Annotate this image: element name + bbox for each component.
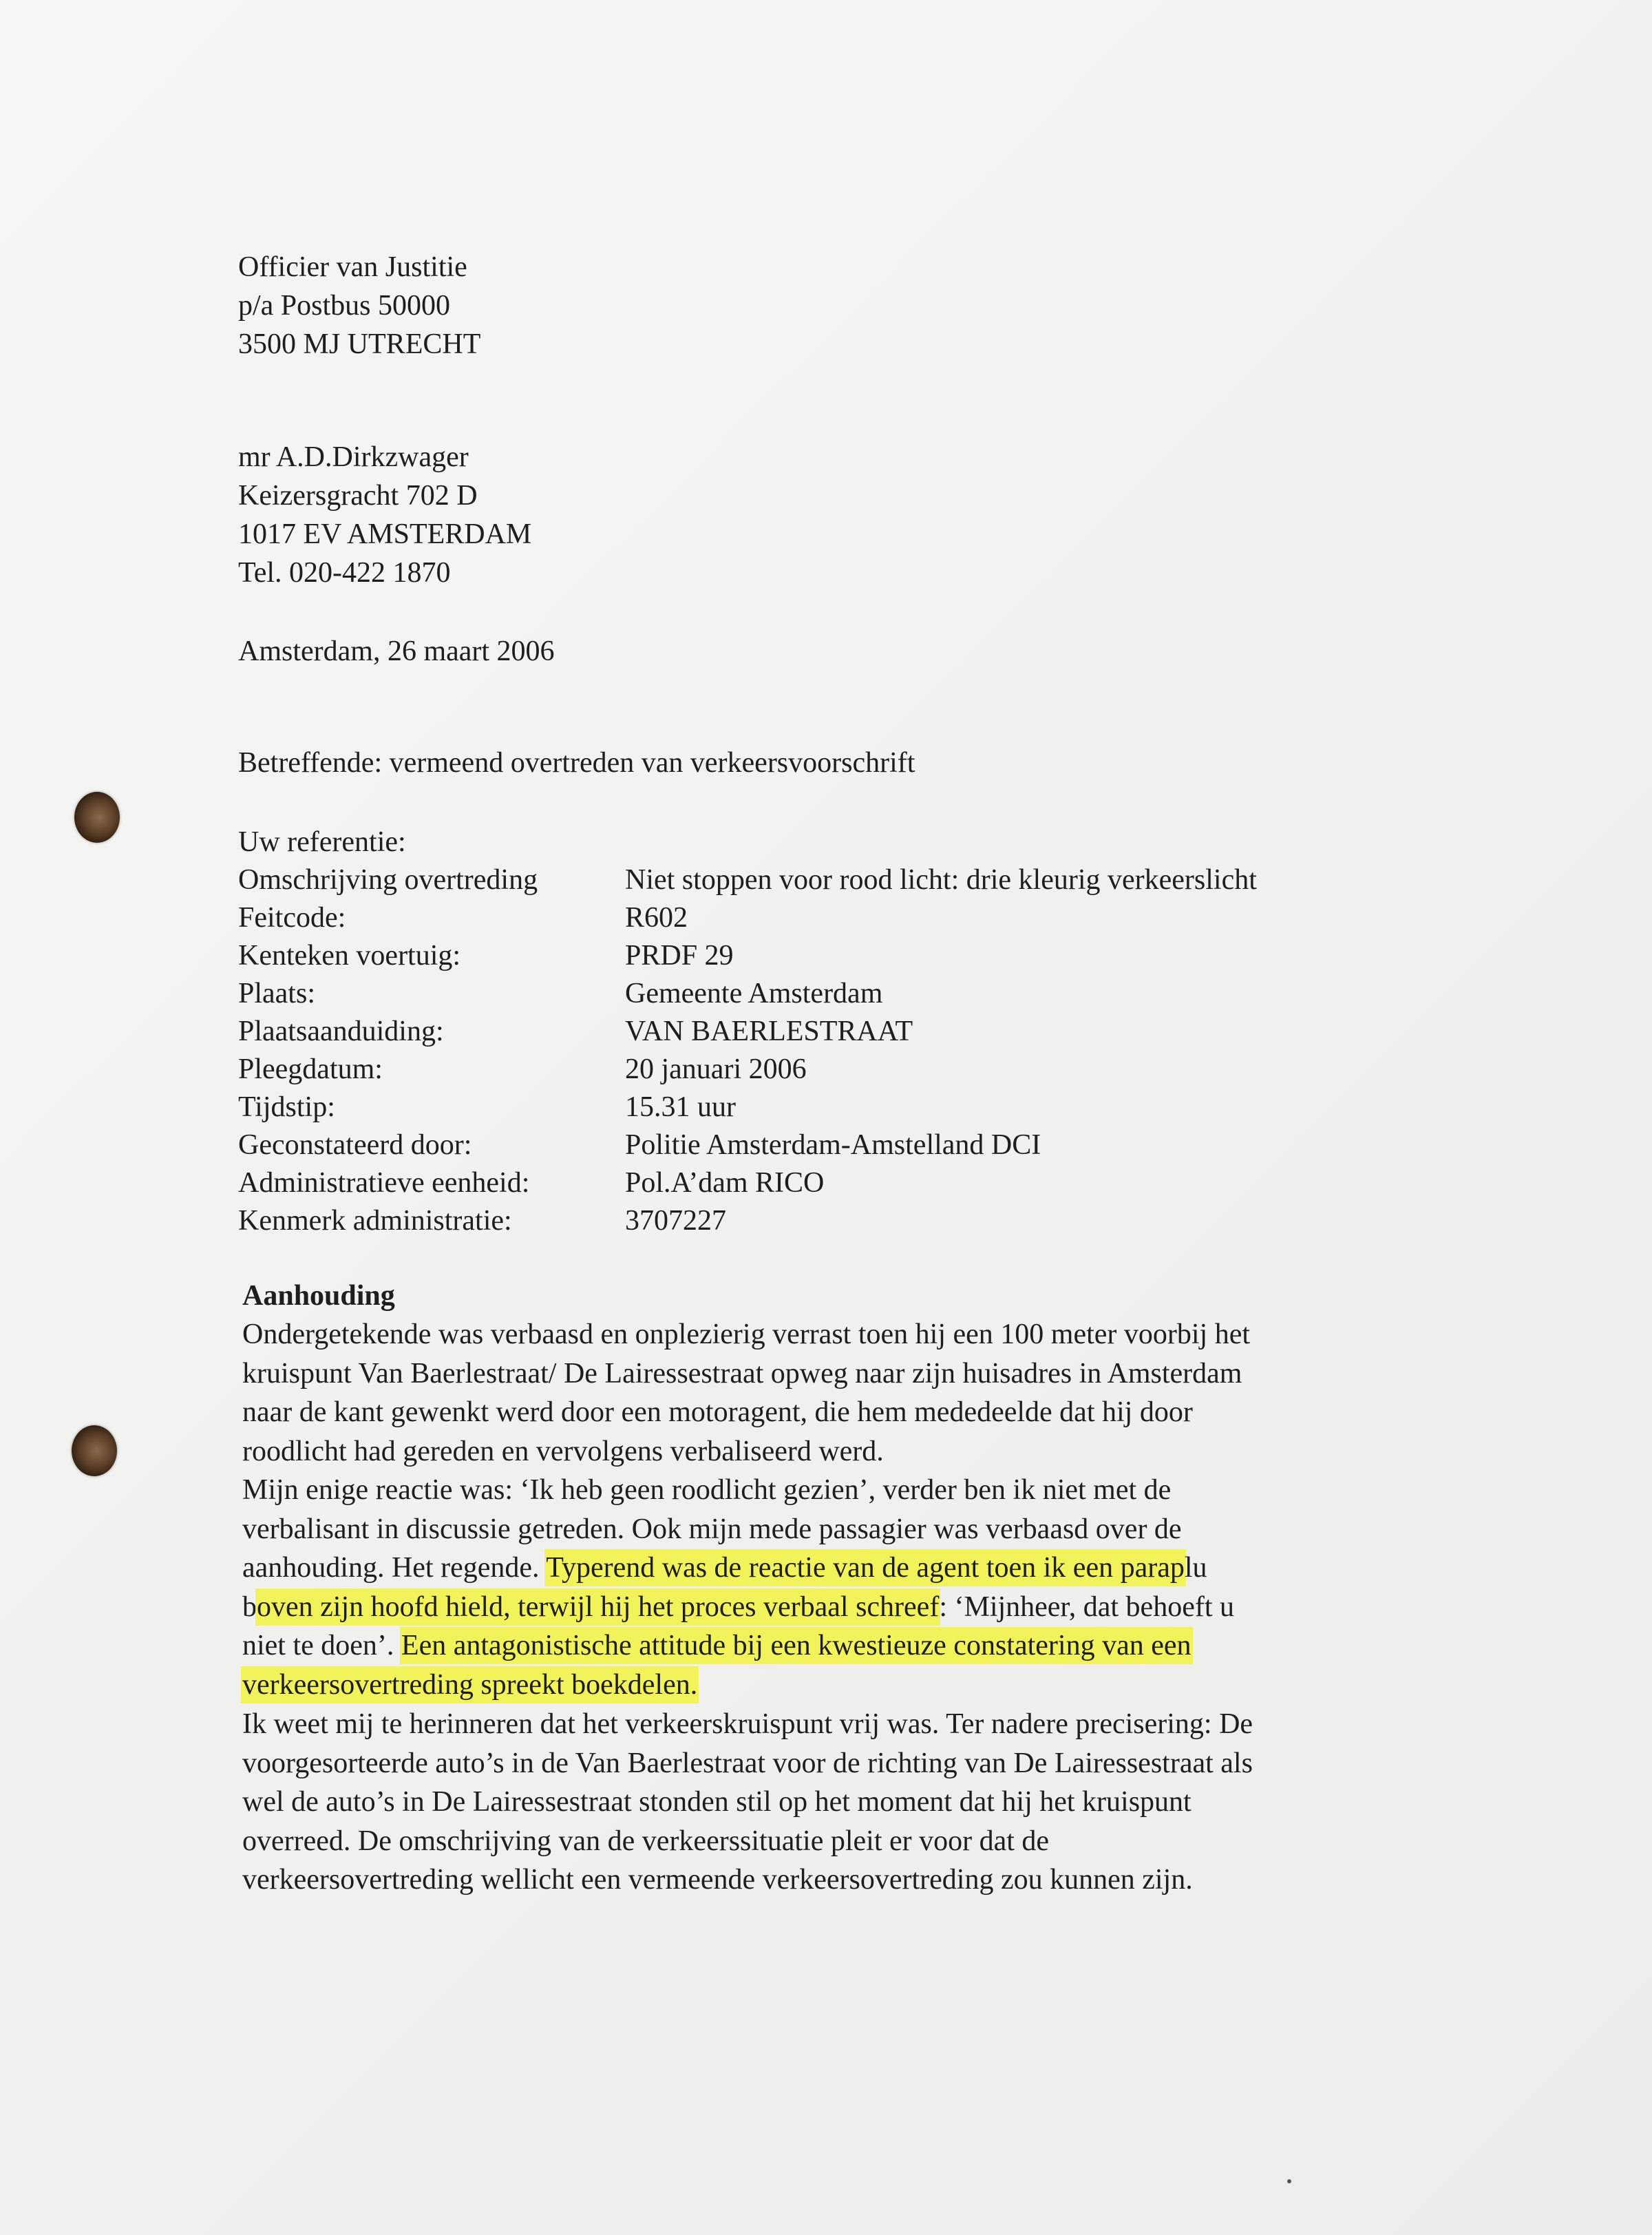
detail-row	[238, 937, 1408, 975]
detail-row	[238, 1089, 1408, 1126]
paragraph-arrest	[242, 1315, 1250, 1704]
paragraph-line: Ik weet mij te herinneren dat het verkeerskruispunt vrij was. Ter nadere precisering: De	[242, 1708, 1253, 1740]
highlighted-text: Typerend was de reactie van de agent toen ik een parap	[546, 1552, 1185, 1584]
detail-value: Politie Amsterdam-Amstelland DCI	[625, 1129, 1041, 1161]
detail-row	[238, 899, 1408, 937]
highlighted-text: verkeersovertreding spreekt boekdelen.	[242, 1668, 698, 1701]
paragraph-line: Mijn enige reactie was: ‘Ik heb geen roodlicht gezien’, verder ben ik niet met de	[242, 1474, 1172, 1506]
highlighted-text: oven zijn hoofd hield, terwijl hij het proces verbaal schreef	[257, 1591, 940, 1623]
paragraph-line: verkeersovertreding wellicht een vermeende verkeersovertreding zou kunnen zijn.	[242, 1864, 1193, 1896]
detail-value: VAN BAERLESTRAAT	[625, 1016, 913, 1047]
detail-row	[238, 1164, 1408, 1202]
paragraph-line	[242, 1666, 1250, 1705]
detail-row	[238, 1126, 1408, 1164]
detail-label: Omschrijving overtreding	[238, 864, 538, 896]
paragraph-line: aanhouding. Het regende. Typerend was de reactie van de agent toen ik een paraplu	[242, 1552, 1207, 1584]
recipient-line: Officier van Justitie	[238, 251, 467, 283]
paragraph-line: naar de kant gewenkt werd door een motoragent, die hem mededeelde dat hij door	[242, 1396, 1193, 1428]
detail-label: Administratieve eenheid:	[238, 1167, 530, 1199]
paragraph-line: wel de auto’s in De Lairessestraat stonden stil op het moment dat hij het kruispunt	[242, 1786, 1192, 1818]
detail-label: Uw referentie:	[238, 826, 406, 858]
sender-address	[238, 438, 531, 592]
detail-label: Feitcode:	[238, 902, 346, 934]
detail-label: Plaats:	[238, 978, 315, 1009]
detail-label: Geconstateerd door:	[238, 1129, 472, 1161]
detail-value: PRDF 29	[625, 940, 734, 972]
detail-label: Kenteken voertuig:	[238, 940, 461, 972]
paragraph-line: niet te doen’. Een antagonistische attitude bij een kwestieuze constatering van een	[242, 1630, 1192, 1661]
paragraph-line: overreed. De omschrijving van de verkeerssituatie pleit er voor dat de	[242, 1825, 1050, 1857]
paragraph-line: roodlicht had gereden en vervolgens verbaliseerd werd.	[242, 1435, 884, 1467]
detail-value: Gemeente Amsterdam	[625, 978, 883, 1009]
recipient-address	[238, 248, 480, 364]
highlighted-text: Een antagonistische attitude bij een kwestieuze constatering van een	[401, 1630, 1192, 1661]
punch-hole-top	[74, 792, 120, 843]
detail-label: Pleegdatum:	[238, 1053, 383, 1085]
detail-value: 3707227	[625, 1205, 726, 1237]
detail-row	[238, 975, 1408, 1013]
detail-row	[238, 823, 1408, 861]
sender-line: 1017 EV AMSTERDAM	[238, 518, 532, 550]
sender-line: mr A.D.Dirkzwager	[238, 441, 469, 473]
detail-label: Plaatsaanduiding:	[238, 1016, 444, 1047]
detail-label: Kenmerk administratie:	[238, 1205, 512, 1237]
paragraph-line: Ondergetekende was verbaasd en onplezierig verrast toen hij een 100 meter voorbij het	[242, 1319, 1251, 1350]
detail-row	[238, 1051, 1408, 1089]
detail-value: Pol.A’dam RICO	[625, 1167, 825, 1199]
detail-row	[238, 861, 1408, 899]
detail-row	[238, 1202, 1408, 1240]
paragraph-intersection	[242, 1705, 1253, 1900]
detail-label: Tijdstip:	[238, 1091, 335, 1123]
subject-line: Betreffende: vermeend overtreden van verkeersvoorschrift	[238, 747, 915, 779]
detail-row	[238, 1013, 1408, 1051]
detail-value: 20 januari 2006	[625, 1053, 807, 1085]
paragraph-line: voorgesorteerde auto’s in de Van Baerlestraat voor de richting van De Lairessestraat als	[242, 1747, 1253, 1779]
detail-value: Niet stoppen voor rood licht: drie kleurig verkeerslicht	[625, 864, 1257, 896]
paragraph-line: verbalisant in discussie getreden. Ook mijn mede passagier was verbaasd over de	[242, 1513, 1182, 1545]
recipient-line: p/a Postbus 50000	[238, 290, 451, 322]
date-line: Amsterdam, 26 maart 2006	[238, 636, 555, 667]
violation-details	[238, 823, 1408, 1240]
detail-value: 15.31 uur	[625, 1091, 736, 1123]
paragraph-line: kruispunt Van Baerlestraat/ De Lairessestraat opweg naar zijn huisadres in Amsterdam	[242, 1357, 1242, 1389]
recipient-line: 3500 MJ UTRECHT	[238, 328, 481, 360]
section-heading: Aanhouding	[242, 1280, 395, 1312]
sender-line: Tel. 020-422 1870	[238, 557, 451, 589]
paragraph-line: boven zijn hoofd hield, terwijl hij het proces verbaal schreef: ‘Mijnheer, dat behoeft u	[242, 1591, 1234, 1623]
paper-speck	[1287, 2179, 1291, 2183]
detail-value: R602	[625, 902, 688, 934]
sender-line: Keizersgracht 702 D	[238, 480, 478, 512]
punch-hole-bottom	[72, 1425, 117, 1476]
